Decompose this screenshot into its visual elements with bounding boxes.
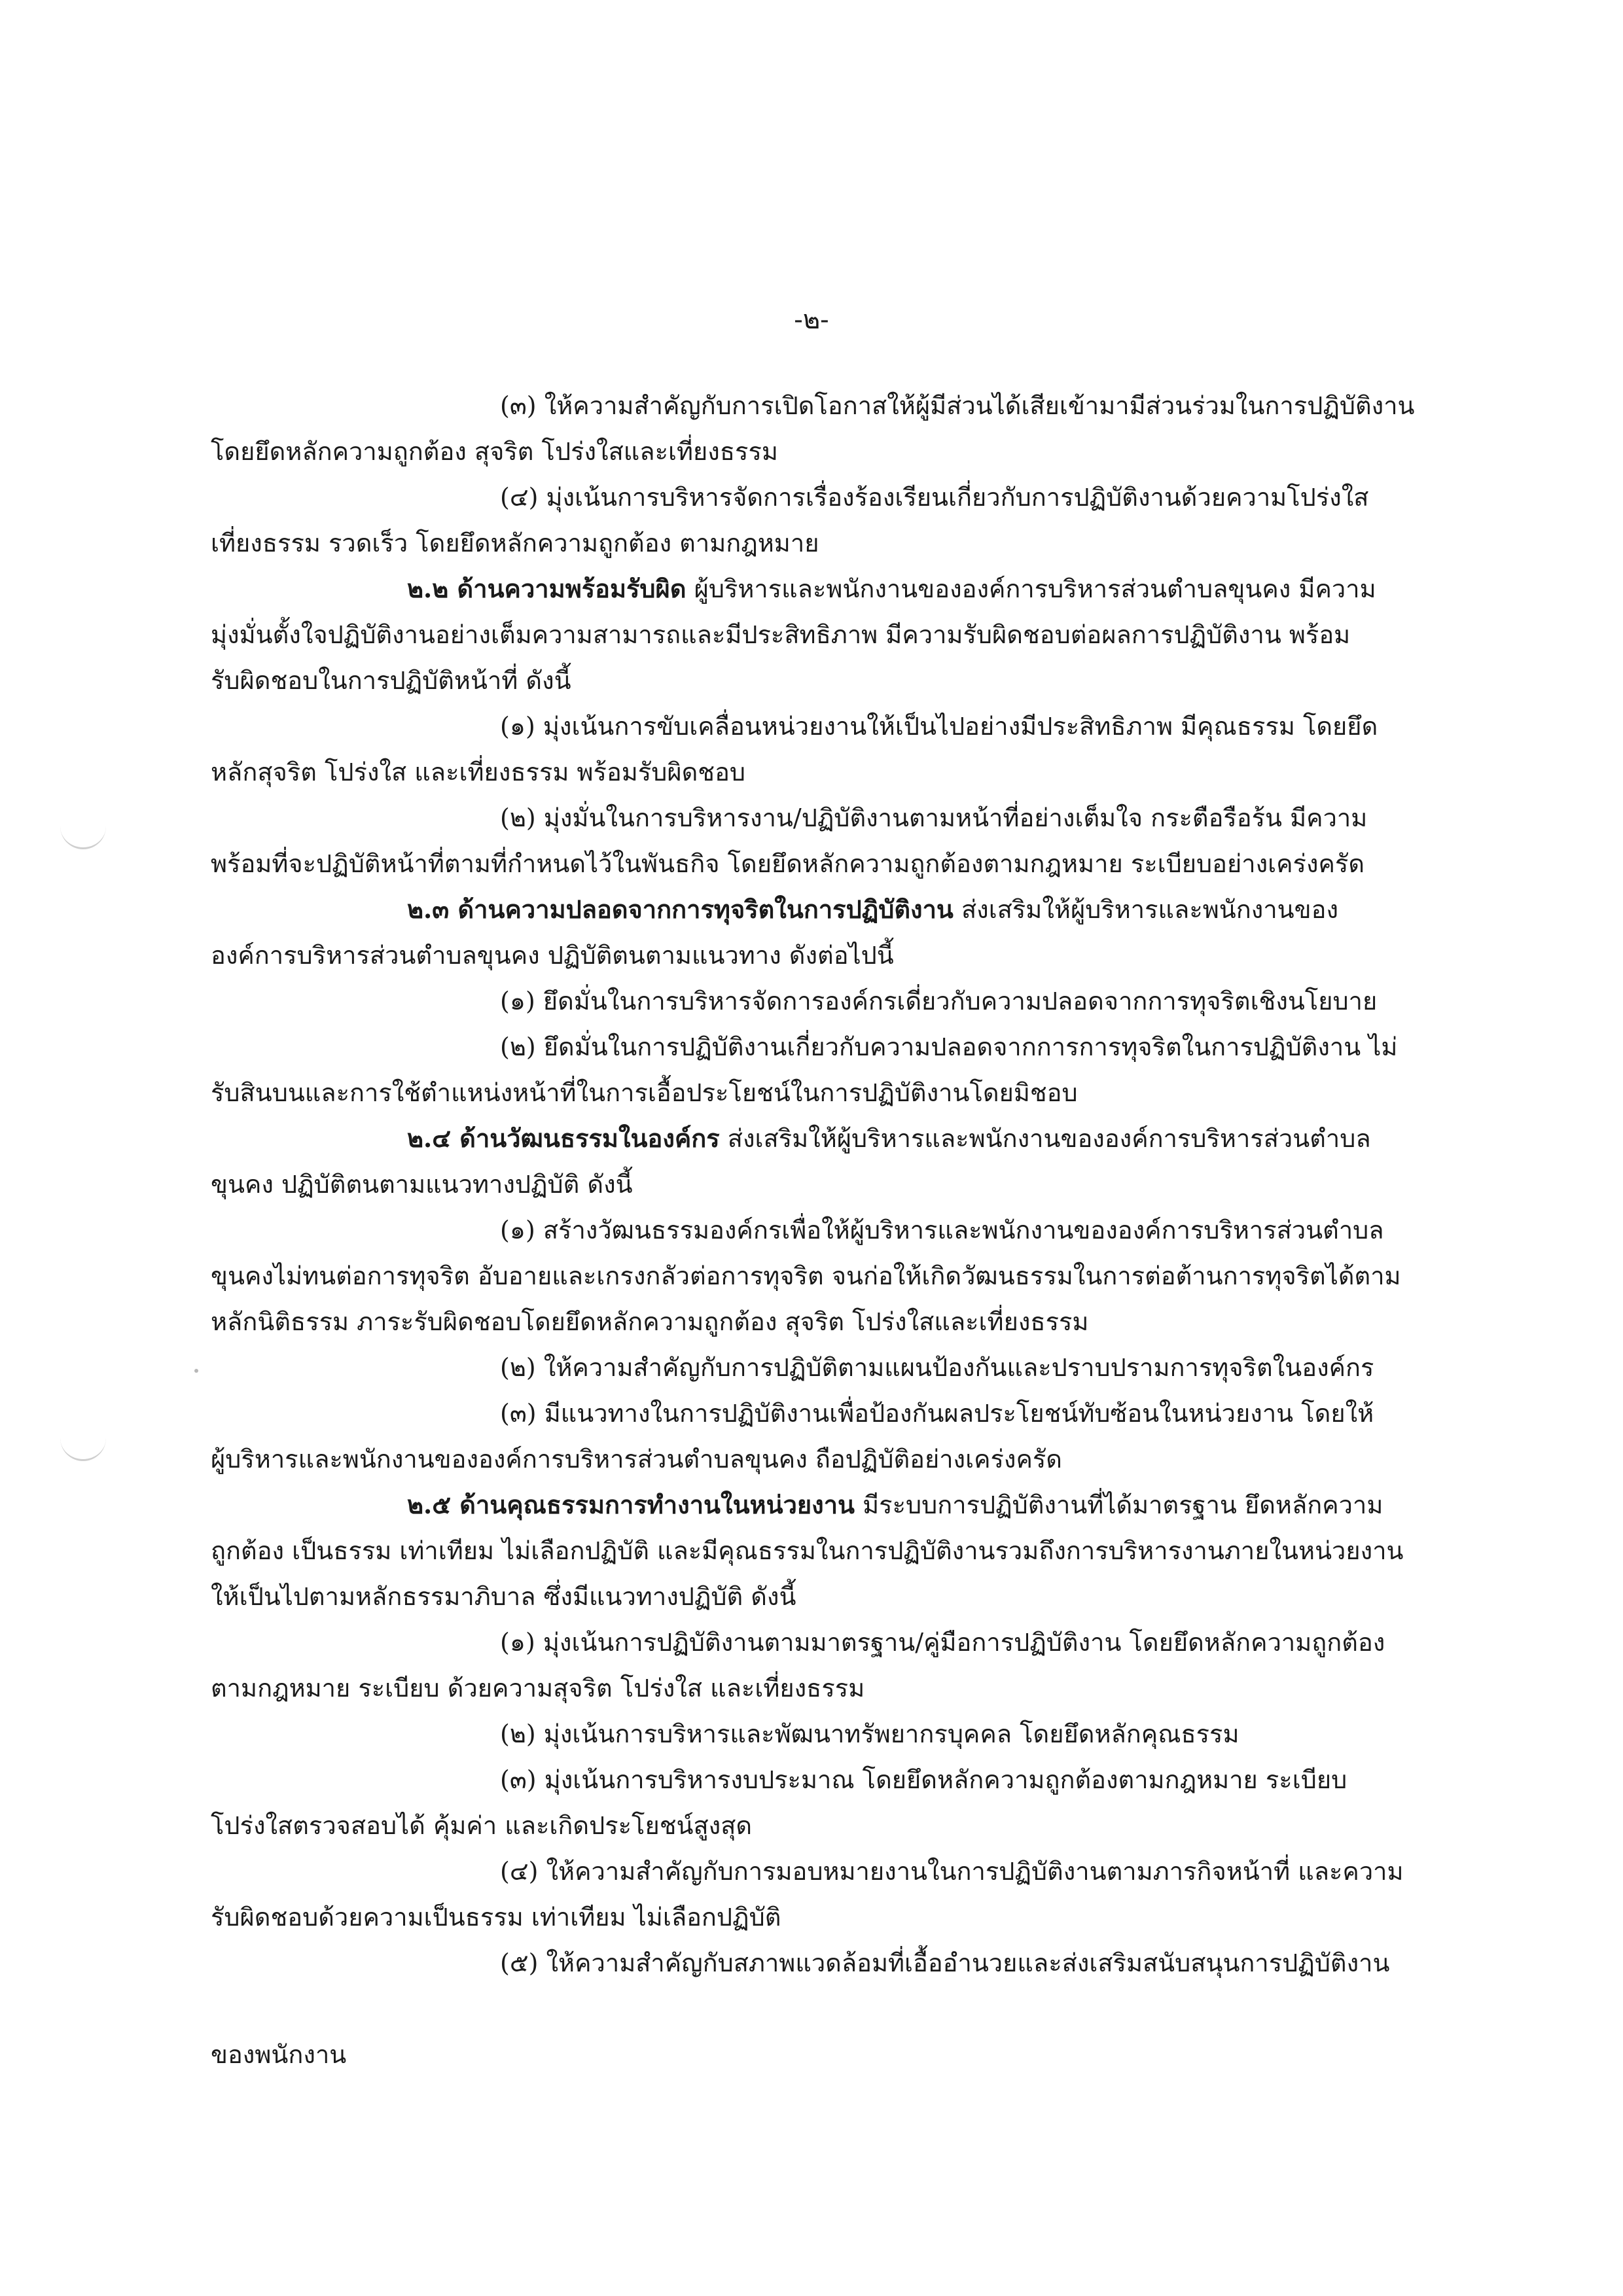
line-text: (๒) มุ่งมั่นในการบริหารงาน/ปฏิบัติงานตามหน้าที่อย่างเต็มใจ กระตือรือร้น มีความ bbox=[500, 804, 1368, 832]
line-text: (๒) มุ่งเน้นการบริหารและพัฒนาทรัพยากรบุคคล โดยยึดหลักคุณธรรม bbox=[500, 1720, 1240, 1748]
line-text: รับสินบนและการใช้ตำแหน่งหน้าที่ในการเอื้อประโยชน์ในการปฏิบัติงานโดยมิชอบ bbox=[211, 1078, 1078, 1107]
page-number: -๒- bbox=[794, 305, 829, 335]
text-line bbox=[211, 383, 1467, 429]
text-line bbox=[211, 1161, 1467, 1207]
line-text: โปร่งใสตรวจสอบได้ คุ้มค่า และเกิดประโยชน์สูงสุด bbox=[211, 1811, 753, 1840]
line-text: พร้อมที่จะปฏิบัติหน้าที่ตามที่กำหนดไว้ในพันธกิจ โดยยึดหลักความถูกต้องตามกฎหมาย ระเบียบอย่างเคร่งครัด bbox=[211, 849, 1365, 878]
text-line bbox=[211, 1894, 1467, 1940]
section-heading: ๒.๔ ด้านวัฒนธรรมในองค์กร bbox=[407, 1123, 720, 1153]
text-line bbox=[211, 520, 1467, 566]
text-line bbox=[211, 1024, 1467, 1070]
text-line bbox=[211, 1253, 1467, 1299]
text-line bbox=[211, 2032, 1467, 2077]
line-text: (๓) ให้ความสำคัญกับการเปิดโอกาสให้ผู้มีส่วนได้เสียเข้ามามีส่วนร่วมในการปฏิบัติงาน bbox=[500, 391, 1415, 420]
line-text: (๒) ให้ความสำคัญกับการปฏิบัติตามแผนป้องกันและปราบปรามการทุจริตในองค์กร bbox=[500, 1353, 1374, 1382]
line-text: รับผิดชอบด้วยความเป็นธรรม เท่าเทียม ไม่เลือกปฏิบัติ bbox=[211, 1903, 781, 1932]
text-line bbox=[211, 1299, 1467, 1345]
section-heading-line bbox=[211, 1116, 1467, 1161]
line-text: (๑) ยึดมั่นในการบริหารจัดการองค์กรเดี่ยวกับความปลอดจากการทุจริตเชิงนโยบาย bbox=[500, 987, 1378, 1016]
text-line bbox=[211, 1436, 1467, 1482]
line-text: (๓) มุ่งเน้นการบริหารงบประมาณ โดยยึดหลักความถูกต้องตามกฎหมาย ระเบียบ bbox=[500, 1765, 1347, 1794]
section-heading: ๒.๕ ด้านคุณธรรมการทำงานในหน่วยงาน bbox=[407, 1490, 855, 1519]
text-line bbox=[211, 429, 1467, 474]
line-text: ขุนคง ปฏิบัติตนตามแนวทางปฏิบัติ ดังนี้ bbox=[211, 1170, 633, 1199]
section-heading-line bbox=[211, 1482, 1467, 1528]
line-text: (๒) ยึดมั่นในการปฏิบัติงานเกี่ยวกับความปลอดจากการการทุจริตในการปฏิบัติงาน ไม่ bbox=[500, 1033, 1398, 1061]
line-text: (๓) มีแนวทางในการปฏิบัติงานเพื่อป้องกันผลประโยชน์ทับซ้อนในหน่วยงาน โดยให้ bbox=[500, 1399, 1374, 1428]
line-text: มีระบบการปฏิบัติงานที่ได้มาตรฐาน ยึดหลักความ bbox=[855, 1491, 1383, 1519]
line-text: ผู้บริหารและพนักงานขององค์การบริหารส่วนตำบลขุนคง มีความ bbox=[686, 574, 1376, 603]
line-text: (๔) มุ่งเน้นการบริหารจัดการเรื่องร้องเรียนเกี่ยวกับการปฏิบัติงานด้วยความโปร่งใส bbox=[500, 483, 1369, 512]
line-text: ตามกฎหมาย ระเบียบ ด้วยความสุจริต โปร่งใส และเที่ยงธรรม bbox=[211, 1674, 865, 1703]
line-text: มุ่งมั่นตั้งใจปฏิบัติงานอย่างเต็มความสามารถและมีประสิทธิภาพ มีความรับผิดชอบต่อผลการปฏิบัติงาน พร้อม bbox=[211, 620, 1351, 649]
text-line bbox=[211, 1711, 1467, 1757]
text-line bbox=[211, 932, 1467, 978]
text-line bbox=[211, 658, 1467, 703]
line-text: ของพนักงาน bbox=[211, 2040, 347, 2069]
line-text: (๑) มุ่งเน้นการขับเคลื่อนหน่วยงานให้เป็นไปอย่างมีประสิทธิภาพ มีคุณธรรม โดยยึด bbox=[500, 712, 1378, 741]
text-line bbox=[211, 612, 1467, 658]
text-line bbox=[211, 795, 1467, 841]
punch-hole-mark bbox=[60, 1433, 106, 1461]
text-line bbox=[211, 1207, 1467, 1253]
text-line bbox=[211, 1345, 1467, 1390]
text-line bbox=[211, 474, 1467, 520]
line-text: ถูกต้อง เป็นธรรม เท่าเทียม ไม่เลือกปฏิบัติ และมีคุณธรรมในการปฏิบัติงานรวมถึงการบริหารงานภายในหน่วยงาน bbox=[211, 1536, 1404, 1565]
line-text: ขุนคงไม่ทนต่อการทุจริต อับอายและเกรงกลัวต่อการทุจริต จนก่อให้เกิดวัฒนธรรมในการต่อต้านการทุจริตได้ตาม bbox=[211, 1262, 1401, 1290]
punch-hole-mark bbox=[60, 821, 106, 849]
text-line bbox=[211, 1757, 1467, 1803]
line-text: เที่ยงธรรม รวดเร็ว โดยยึดหลักความถูกต้อง ตามกฎหมาย bbox=[211, 529, 819, 557]
text-line bbox=[211, 1619, 1467, 1665]
line-text: องค์การบริหารส่วนตำบลขุนคง ปฏิบัติตนตามแนวทาง ดังต่อไปนี้ bbox=[211, 941, 894, 970]
text-line bbox=[211, 1390, 1467, 1436]
line-text: (๕) ให้ความสำคัญกับสภาพแวดล้อมที่เอื้ออำนวยและส่งเสริมสนับสนุนการปฏิบัติงาน bbox=[500, 1949, 1390, 1977]
line-text: (๑) สร้างวัฒนธรรมองค์กรเพื่อให้ผู้บริหารและพนักงานขององค์การบริหารส่วนตำบล bbox=[500, 1216, 1384, 1245]
text-line bbox=[211, 1528, 1467, 1574]
text-line bbox=[211, 1848, 1467, 1894]
line-text: ผู้บริหารและพนักงานขององค์การบริหารส่วนตำบลขุนคง ถือปฏิบัติอย่างเคร่งครัด bbox=[211, 1445, 1062, 1474]
document-body bbox=[211, 383, 1467, 2077]
section-heading: ๒.๓ ด้านความปลอดจากการทุจริตในการปฏิบัติงาน bbox=[407, 894, 954, 924]
section-heading-line bbox=[211, 566, 1467, 612]
text-line bbox=[211, 1070, 1467, 1116]
line-text: (๑) มุ่งเน้นการปฏิบัติงานตามมาตรฐาน/คู่มือการปฏิบัติงาน โดยยึดหลักความถูกต้อง bbox=[500, 1628, 1385, 1657]
line-text: ส่งเสริมให้ผู้บริหารและพนักงานขององค์การบริหารส่วนตำบล bbox=[719, 1124, 1371, 1153]
line-text: โดยยึดหลักความถูกต้อง สุจริต โปร่งใสและเที่ยงธรรม bbox=[211, 437, 778, 466]
text-line bbox=[211, 1986, 1467, 2032]
line-text: ส่งเสริมให้ผู้บริหารและพนักงานของ bbox=[953, 895, 1338, 924]
line-text: (๔) ให้ความสำคัญกับการมอบหมายงานในการปฏิบัติงานตามภารกิจหน้าที่ และความ bbox=[500, 1857, 1404, 1886]
text-line bbox=[211, 703, 1467, 749]
section-heading-line bbox=[211, 887, 1467, 932]
text-line bbox=[211, 1574, 1467, 1619]
text-line bbox=[211, 1665, 1467, 1711]
text-line bbox=[211, 749, 1467, 795]
section-heading: ๒.๒ ด้านความพร้อมรับผิด bbox=[407, 574, 687, 603]
line-text: หลักสุจริต โปร่งใส และเที่ยงธรรม พร้อมรับผิดชอบ bbox=[211, 758, 746, 786]
scan-speck bbox=[194, 1369, 198, 1373]
line-text: ให้เป็นไปตามหลักธรรมาภิบาล ซึ่งมีแนวทางปฏิบัติ ดังนี้ bbox=[211, 1582, 796, 1611]
text-line bbox=[211, 841, 1467, 887]
line-text: หลักนิติธรรม ภาระรับผิดชอบโดยยึดหลักความถูกต้อง สุจริต โปร่งใสและเที่ยงธรรม bbox=[211, 1307, 1089, 1336]
text-line bbox=[211, 1803, 1467, 1848]
text-line bbox=[211, 1940, 1467, 1986]
line-text: รับผิดชอบในการปฏิบัติหน้าที่ ดังนี้ bbox=[211, 666, 571, 695]
text-line bbox=[211, 978, 1467, 1024]
